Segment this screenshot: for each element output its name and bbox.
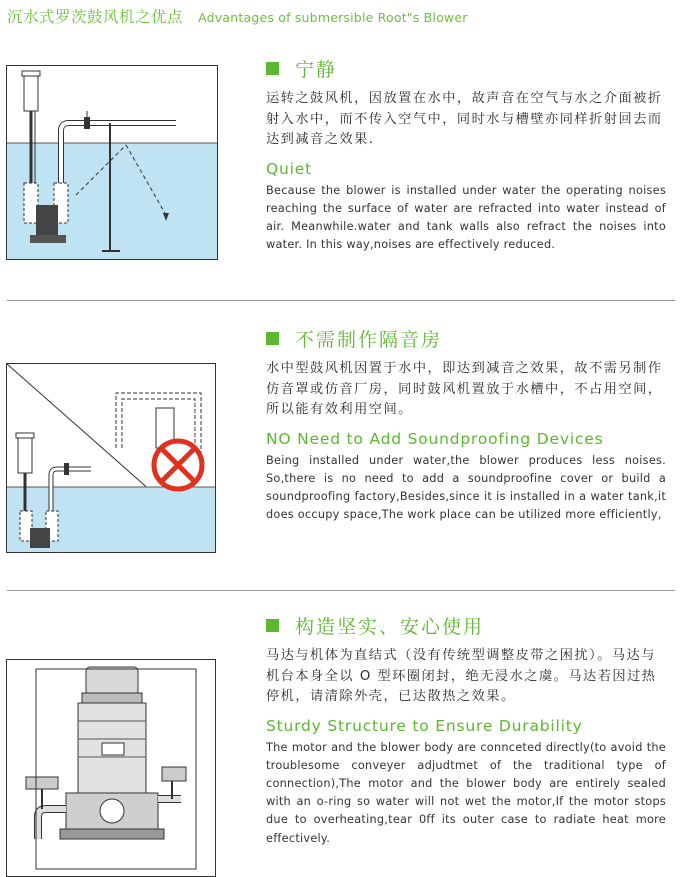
section-sturdy-structure-body-en: The motor and the blower body are connceted directly(to avoid the troublesome conveyer adjudtmet of the traditional type of connection),The motor and the blower body are entirely sealed with an o-ring so water will not wet the motor,If the motor stops due to overheating,tear 0ff its outer case to radiate heat more effectively. [266,740,666,845]
section-sturdy-structure [0,612,683,877]
section-divider [7,590,675,591]
page-header [7,5,677,31]
sturdy-structure-illustration [6,659,216,877]
section-sturdy-structure-text [266,612,666,848]
section-quiet-text [266,55,666,254]
section-no-soundproofing-body-cn: 水中型鼓风机因置于水中，即达到减音之效果，故不需另制作仿音罩或仿音厂房，同时鼓风机置放于水槽中，不占用空间，所以能有效利用空间。 [266,361,663,417]
section-quiet-body-en: Because the blower is installed under water the operating noises reaching the surface of water are refracted into water instead of air. Meanwhile.water and tank walls also refract the noises into water. In this way,noises are effectively reduced. [266,183,666,252]
section-sturdy-structure-body-cn: 马达与机体为直结式（没有传统型调整皮带之困扰）。马达与机台本身全以 O 型环圈闭封，绝无浸水之虞。马达若因过热停机，请清除外壳，已达散热之效果。 [266,648,657,704]
section-no-soundproofing-text [266,325,666,524]
page-title-cn: 沉水式罗茨鼓风机之优点 [7,8,184,26]
section-no-soundproofing-heading-cn: 不需制作隔音房 [266,325,666,351]
section-quiet-body-cn: 运转之鼓风机，因放置在水中，故声音在空气与水之介面被折射入水中，而不传入空气中，同时水与槽壁亦同样折射回去而达到减音之效果. [266,91,663,147]
section-quiet-heading-en: Quiet [266,159,312,178]
section-no-soundproofing [0,325,683,585]
section-no-soundproofing-heading-en: NO Need to Add Soundproofing Devices [266,429,604,448]
bullet-square-icon [266,332,279,345]
bullet-square-icon [266,619,279,632]
section-divider [7,300,675,301]
section-quiet [0,55,683,300]
section-sturdy-structure-heading-cn: 构造坚实、安心使用 [266,612,666,638]
section-sturdy-structure-heading-en: Sturdy Structure to Ensure Durability [266,716,583,735]
section-quiet-heading-cn: 宁静 [266,55,666,81]
section-no-soundproofing-body-en: Being installed under water,the blower produces less noises. So,there is no need to add a soundproofine cover or build a soundproofing factory,Besides,since it is installed in a water tank,it does occupy space,The work place can be utilized more efficiently, [266,453,666,522]
no-soundproofing-illustration [6,363,216,553]
page-title-en: Advantages of submersible Root"s Blower [198,10,468,25]
quiet-illustration [6,65,218,260]
bullet-square-icon [266,62,279,75]
